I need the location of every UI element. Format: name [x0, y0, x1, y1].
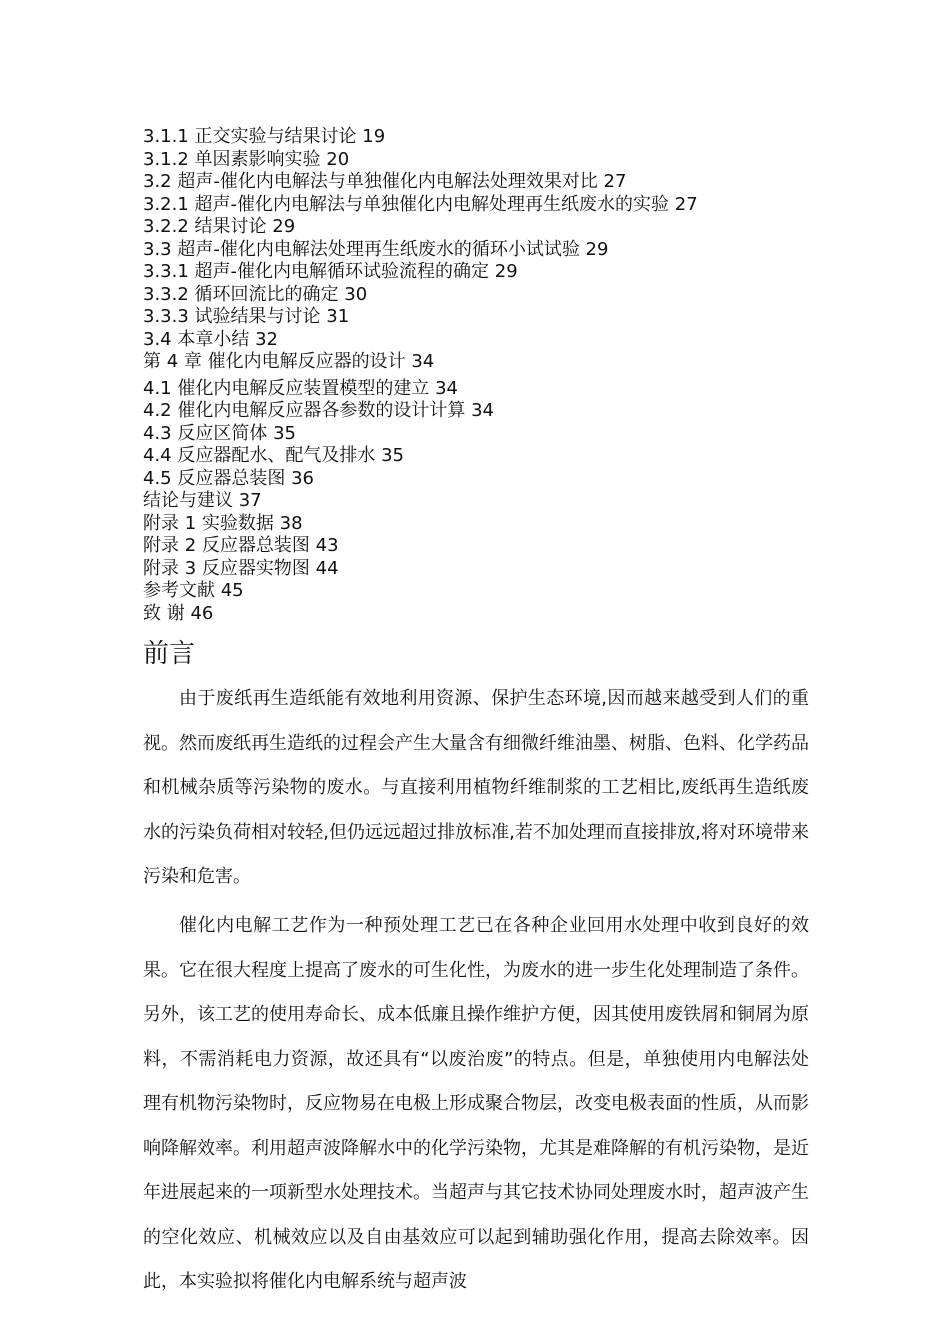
toc-entry[interactable]: 致 谢 46 [143, 602, 214, 624]
toc-entry[interactable]: 附录 1 实验数据 38 [143, 512, 303, 534]
toc-entry[interactable]: 4.4 反应器配水、配气及排水 35 [143, 445, 404, 466]
toc-entry[interactable]: 4.2 催化内电解反应器各参数的设计计算 34 [143, 400, 494, 421]
toc-entry[interactable]: 参考文献 45 [143, 580, 244, 601]
toc-entry[interactable]: 3.1.1 正交实验与结果讨论 19 [143, 126, 386, 147]
toc-entry[interactable]: 3.4 本章小结 32 [143, 328, 278, 350]
toc-entry[interactable]: 3.1.2 单因素影响实验 20 [143, 148, 350, 170]
toc-entry[interactable]: 3.2.1 超声-催化内电解法与单独催化内电解处理再生纸废水的实验 27 [143, 193, 698, 215]
table-of-contents [143, 126, 843, 625]
toc-entry[interactable]: 4.3 反应区简体 35 [143, 422, 296, 444]
toc-entry[interactable]: 3.3.2 循环回流比的确定 30 [143, 283, 368, 305]
toc-entry[interactable]: 3.2.2 结果讨论 29 [143, 216, 296, 237]
toc-entry[interactable]: 3.3.3 试验结果与讨论 31 [143, 306, 350, 327]
toc-entry[interactable]: 附录 2 反应器总装图 43 [143, 535, 339, 556]
section-heading: 前言 [143, 639, 196, 669]
body-paragraph: 由于废纸再生造纸能有效地利用资源、保护生态环境,因而越来越受到人们的重视。然而废纸再生造纸的过程会产生大量含有细微纤维油墨、树脂、色料、化学药品和机械杂质等污染物的废水。与直接利用植物纤维制浆的工艺相比,废纸再生造纸废水的污染负荷相对较轻,但仍远远超过排放标准,若不加处理而直接排放,将对环境带来污染和危害。 [143, 688, 809, 887]
toc-entry[interactable]: 4.5 反应器总装图 36 [143, 467, 314, 489]
toc-entry[interactable]: 4.1 催化内电解反应装置模型的建立 34 [143, 377, 458, 399]
toc-entry[interactable]: 3.3 超声-催化内电解法处理再生纸废水的循环小试试验 29 [143, 238, 609, 260]
toc-entry[interactable]: 结论与建议 37 [143, 490, 262, 511]
toc-chapter-entry[interactable]: 第 4 章 催化内电解反应器的设计 34 [143, 351, 435, 372]
toc-entry[interactable]: 3.3.1 超声-催化内电解循环试验流程的确定 29 [143, 261, 518, 282]
toc-entry[interactable]: 附录 3 反应器实物图 44 [143, 557, 339, 579]
body-paragraph: 催化内电解工艺作为一种预处理工艺已在各种企业回用水处理中收到良好的效果。它在很大程度上提高了废水的可生化性，为废水的进一步生化处理制造了条件。另外，该工艺的使用寿命长、成本低廉且操作维护方便，因其使用废铁屑和铜屑为原料，不需消耗电力资源，故还具有“以废治废”的特点。但是，单独使用内电解法处理有机物污染物时，反应物易在电极上形成聚合物层，改变电极表面的性质，从而影响降解效率。利用超声波降解水中的化学污染物，尤其是难降解的有机污染物，是近年进展起来的一项新型水处理技术。当超声与其它技术协同处理废水时，超声波产生的空化效应、机械效应以及自由基效应可以起到辅助强化作用，提高去除效率。因此，本实验拟将催化内电解系统与超声波 [143, 915, 809, 1292]
toc-entry[interactable]: 3.2 超声-催化内电解法与单独催化内电解法处理效果对比 27 [143, 171, 627, 192]
